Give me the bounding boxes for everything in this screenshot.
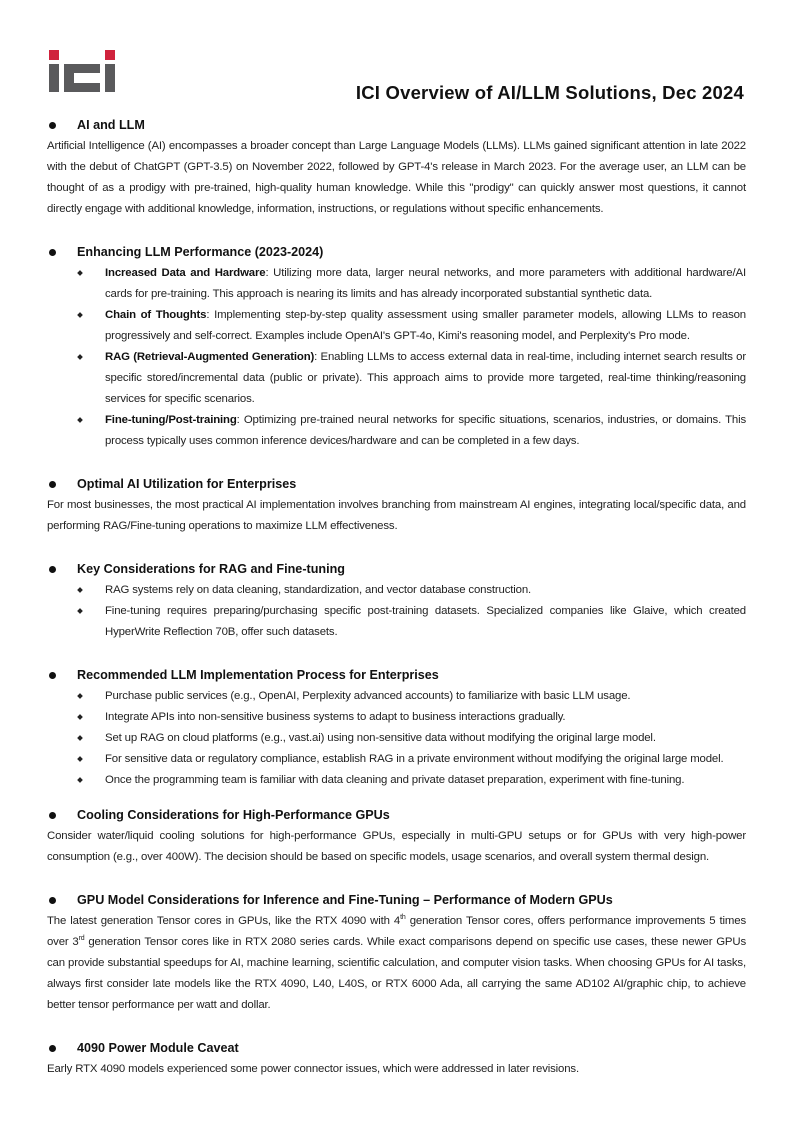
section-optimal-ai <box>47 474 746 537</box>
list-item <box>47 263 746 305</box>
paragraph-text: generation Tensor cores like in RTX 2080 series cards. While exact comparisons depend on specific use cases, these newer GPUs can provide substantial speedups for AI, machine learning, scientific calculation, and computer vision tasks. When choosing GPUs for AI tasks, always first consider late models like the RTX 4090, L40, L40S, or RTX 6000 Ada, all carrying the same AD102 AI/graphic chip, to achieve better tensor performance per watt and dollar. <box>47 936 746 1011</box>
bullet-icon <box>49 122 56 129</box>
bullet-icon <box>49 566 56 573</box>
item-text: Fine-tuning requires preparing/purchasing specific post-training datasets. Specialized companies like Glaive, which created HyperWrite Reflection 70B, offer such datasets. <box>105 605 746 638</box>
list-item <box>47 601 746 643</box>
section-heading <box>47 890 746 911</box>
item-text: Once the programming team is familiar with data cleaning and private dataset preparation, experiment with fine-tuning. <box>105 774 685 786</box>
item-text: For sensitive data or regulatory compliance, establish RAG in a private environment without modifying the original large model. <box>105 753 724 765</box>
logo-c-bottom <box>64 83 100 92</box>
item-text: : Implementing step-by-step quality assessment using smaller parameter models, allowing LLMs to reason progressively and self-correct. Examples include OpenAI's GPT-4o, Kimi's reasoning model, and Perplexity's Pro mode. <box>105 309 746 342</box>
section-enhancing-llm <box>47 242 746 452</box>
diamond-bullet-icon <box>77 756 83 762</box>
diamond-bullet-icon <box>77 354 83 360</box>
item-text: RAG systems rely on data cleaning, standardization, and vector database construction. <box>105 584 532 596</box>
superscript: th <box>400 914 406 922</box>
list-item <box>47 770 746 791</box>
section-gpu-model <box>47 890 746 1016</box>
section-heading-text: Optimal AI Utilization for Enterprises <box>77 477 297 491</box>
item-label: Chain of Thoughts <box>105 309 207 321</box>
section-heading <box>47 665 746 686</box>
section-heading-text: 4090 Power Module Caveat <box>77 1041 239 1055</box>
diamond-bullet-icon <box>77 693 83 699</box>
logo-dot-left <box>49 50 59 60</box>
section-paragraph <box>47 911 746 1016</box>
section-heading-text: Key Considerations for RAG and Fine-tuning <box>77 562 345 576</box>
section-power-caveat <box>47 1038 746 1080</box>
item-text: : Utilizing more data, larger neural networks, and more parameters with additional hardware/AI cards for pre-training. This approach is nearing its limits and has already incorporated substantial synthetic data. <box>105 267 746 300</box>
list-item <box>47 305 746 347</box>
bullet-icon <box>49 812 56 819</box>
list-item <box>47 410 746 452</box>
diamond-bullet-icon <box>77 714 83 720</box>
list-item <box>47 686 746 707</box>
section-recommended-process <box>47 665 746 791</box>
list-item <box>47 580 746 601</box>
diamond-bullet-icon <box>77 587 83 593</box>
section-heading-text: Enhancing LLM Performance (2023-2024) <box>77 245 324 259</box>
section-heading <box>47 242 746 263</box>
logo-dot-right <box>105 50 115 60</box>
item-text: : Enabling LLMs to access external data in real-time, including internet search results or specific stored/incremental data (public or private). This approach aims to provide more targeted, real-time thinking/reasoning services for specific scenarios. <box>105 351 746 405</box>
section-key-considerations <box>47 559 746 643</box>
document-body <box>47 115 746 1080</box>
section-heading <box>47 805 746 826</box>
diamond-bullet-icon <box>77 777 83 783</box>
section-paragraph: Early RTX 4090 models experienced some power connector issues, which were addressed in later revisions. <box>47 1063 579 1075</box>
diamond-bullet-icon <box>77 608 83 614</box>
list-item <box>47 728 746 749</box>
bullet-icon <box>49 249 56 256</box>
section-heading <box>47 115 746 136</box>
logo-stem-right <box>105 64 115 92</box>
section-paragraph: Consider water/liquid cooling solutions for high-performance GPUs, especially in multi-GPU setups or for GPUs with very high-power consumption (e.g., over 400W). The decision should be based on specific models, usage scenarios, and overall system thermal design. <box>47 830 746 863</box>
section-ai-and-llm <box>47 115 746 220</box>
section-paragraph: Artificial Intelligence (AI) encompasses a broader concept than Large Language Models (LLMs). LLMs gained significant attention in late 2022 with the debut of ChatGPT (GPT-3.5) on November 2022, followed by GPT-4's release in March 2023. For the average user, an LLM can be thought of as a prodigy with pre-trained, high-quality human knowledge. While this "prodigy" can quickly answer most questions, it cannot directly engage with additional knowledge, information, instructions, or regulations without specific enhancements. <box>47 140 746 215</box>
list-item <box>47 749 746 770</box>
item-list <box>47 686 746 791</box>
ici-logo <box>48 49 118 94</box>
bullet-icon <box>49 481 56 488</box>
list-item <box>47 707 746 728</box>
section-heading-text: GPU Model Considerations for Inference and Fine-Tuning – Performance of Modern GPUs <box>77 893 613 907</box>
list-item <box>47 347 746 410</box>
paragraph-text: The latest generation Tensor cores in GPUs, like the RTX 4090 with 4 <box>47 915 401 927</box>
item-list <box>47 580 746 643</box>
superscript: rd <box>78 935 85 943</box>
bullet-icon <box>49 1045 56 1052</box>
item-list <box>47 263 746 452</box>
section-heading-text: Cooling Considerations for High-Performance GPUs <box>77 808 390 822</box>
item-text: : Optimizing pre-trained neural networks for specific situations, scenarios, industries, or domains. This process typically uses common inference devices/hardware and can be completed in a few days. <box>105 414 746 447</box>
section-cooling <box>47 805 746 868</box>
section-heading <box>47 559 746 580</box>
document-title: ICI Overview of AI/LLM Solutions, Dec 2024 <box>355 82 744 103</box>
section-heading-text: AI and LLM <box>77 118 145 132</box>
bullet-icon <box>49 672 56 679</box>
section-heading <box>47 474 746 495</box>
section-heading <box>47 1038 746 1059</box>
item-text: Integrate APIs into non-sensitive business systems to adapt to business interactions gradually. <box>105 711 566 723</box>
paragraph-text: generation Tensor cores, offers performance improvements 5 times over 3 <box>47 915 747 948</box>
item-text: Set up RAG on cloud platforms (e.g., vast.ai) using non-sensitive data without modifying the original large model. <box>105 732 656 744</box>
diamond-bullet-icon <box>77 735 83 741</box>
section-paragraph: For most businesses, the most practical AI implementation involves branching from mainstream AI engines, integrating local/specific data, and performing RAG/Fine-tuning operations to maximize LLM effectiveness. <box>47 499 746 532</box>
diamond-bullet-icon <box>77 312 83 318</box>
item-label: Fine-tuning/Post-training <box>105 414 237 426</box>
diamond-bullet-icon <box>77 417 83 423</box>
diamond-bullet-icon <box>77 270 83 276</box>
item-label: RAG (Retrieval-Augmented Generation) <box>105 351 315 363</box>
item-text: Purchase public services (e.g., OpenAI, Perplexity advanced accounts) to familiarize with basic LLM usage. <box>105 690 631 702</box>
item-label: Increased Data and Hardware <box>105 267 266 279</box>
bullet-icon <box>49 897 56 904</box>
section-heading-text: Recommended LLM Implementation Process for Enterprises <box>77 668 439 682</box>
logo-stem-left <box>49 64 59 92</box>
